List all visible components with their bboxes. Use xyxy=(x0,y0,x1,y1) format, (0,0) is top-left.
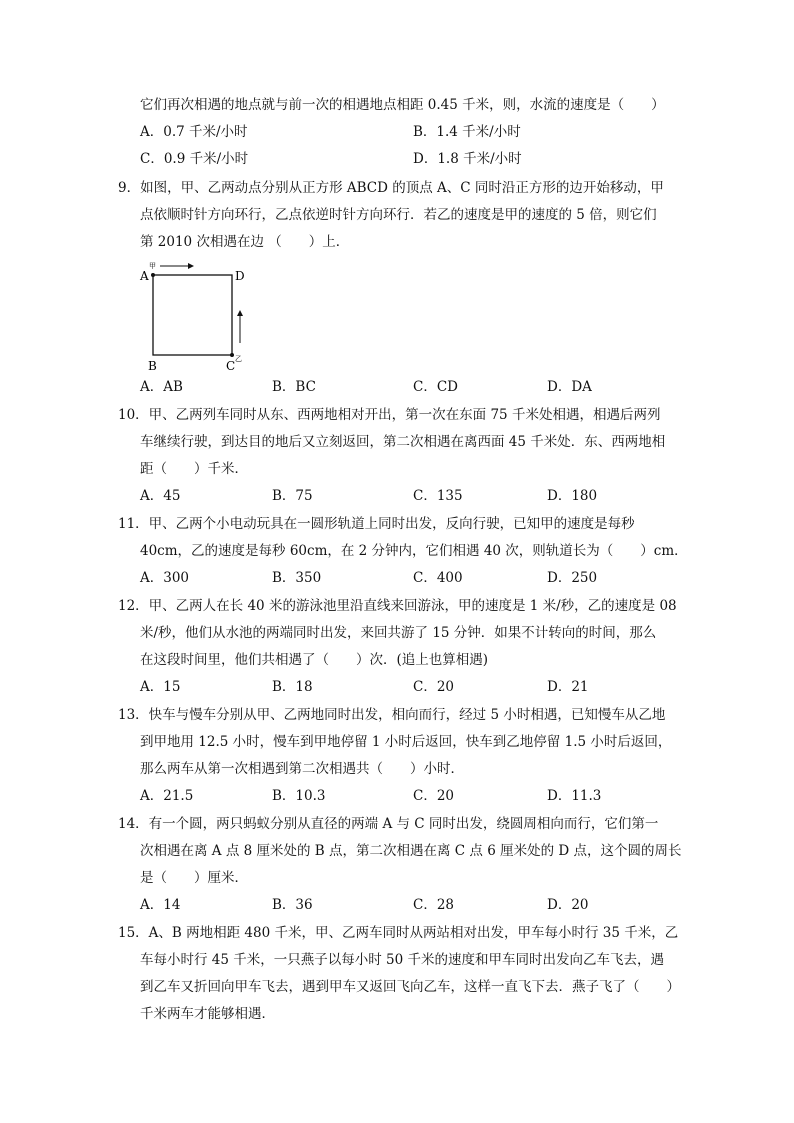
question-10-option-a: A．45 xyxy=(140,488,181,504)
question-10-option-b: B．75 xyxy=(272,488,313,504)
question-9-line-2: 点依顺时针方向环行，乙点依逆时针方向环行．若乙的速度是甲的速度的 5 倍，则它们 xyxy=(140,207,657,223)
question-14-option-c: C．28 xyxy=(413,897,455,913)
question-10-line-2: 车继续行驶，到达目的地后又立刻返回，第二次相遇在离西面 45 千米处．东、西两地相 xyxy=(140,434,666,450)
question-11-line-2: 40cm，乙的速度是每秒 60cm，在 2 分钟内，它们相遇 40 次，则轨道长为（ ）cm． xyxy=(140,543,688,559)
question-14-option-a: A．14 xyxy=(140,897,181,913)
question-11-option-c: C．400 xyxy=(413,570,463,586)
question-8-option-d: D．1.8 千米/小时 xyxy=(413,151,522,167)
question-11-line-1: 11．甲、乙两个小电动玩具在一圆形轨道上同时出发，反向行驶，已知甲的速度是每秒 xyxy=(118,516,635,532)
question-13-line-1: 13．快车与慢车分别从甲、乙两地同时出发，相向而行，经过 5 小时相遇，已知慢车从乙地 xyxy=(118,707,666,723)
question-12-line-2: 米/秒，他们从水池的两端同时出发，来回共游了 15 分钟．如果不计转向的时间，那么 xyxy=(140,625,657,641)
question-15-line-1: 15．A、B 两地相距 480 千米，甲、乙两车同时从两站相对出发，甲车每小时行 35 千米，乙 xyxy=(118,925,679,941)
square-abcd-figure xyxy=(140,256,260,374)
vertex-a-label: A xyxy=(140,269,149,283)
question-9-option-a: A．AB xyxy=(140,379,183,395)
question-12-option-b: B．18 xyxy=(272,679,313,695)
question-15-line-2: 车每小时行 45 千米，一只燕子以每小时 50 千米的速度和甲车同时出发向乙车飞去，遇 xyxy=(140,952,665,968)
question-8-option-c: C．0.9 千米/小时 xyxy=(140,151,249,167)
question-10-option-c: C．135 xyxy=(413,488,463,504)
question-8-option-b: B．1.4 千米/小时 xyxy=(413,124,521,140)
square-abcd xyxy=(153,275,232,355)
question-13-line-2: 到甲地用 12.5 小时，慢车到甲地停留 1 小时后返回，快车到乙地停留 1.5 小时后返回， xyxy=(140,734,672,750)
question-10-line-1: 10．甲、乙两列车同时从东、西两地相对开出，第一次在东面 75 千米处相遇，相遇后两列 xyxy=(118,407,661,423)
vertex-a-point xyxy=(151,273,155,277)
question-9-option-d: D．DA xyxy=(547,379,592,395)
question-9-option-b: B．BC xyxy=(272,379,316,395)
question-9-option-c: C．CD xyxy=(413,379,458,395)
vertex-c-point xyxy=(230,353,234,357)
question-13-option-c: C．20 xyxy=(413,788,455,804)
question-12-option-c: C．20 xyxy=(413,679,455,695)
question-15-line-3: 到乙车又折回向甲车飞去，遇到甲车又返回飞向乙车，这样一直飞下去．燕子飞了（ ） xyxy=(140,979,680,995)
question-14-line-3: 是（ ）厘米． xyxy=(140,870,248,886)
question-14-option-d: D．20 xyxy=(547,897,589,913)
vertex-d-label: D xyxy=(235,269,245,283)
question-9-line-1: 9．如图，甲、乙两动点分别从正方形 ABCD 的顶点 A、C 同时沿正方形的边开始移动，甲 xyxy=(118,180,664,196)
question-11-option-a: A．300 xyxy=(140,570,190,586)
question-9-line-3: 第 2010 次相遇在边 （ ）上． xyxy=(140,234,350,250)
jia-label: 甲 xyxy=(149,262,156,270)
vertex-c-label: C xyxy=(226,359,236,373)
jia-arrowhead xyxy=(188,263,194,269)
question-13-option-a: A．21.5 xyxy=(140,788,194,804)
question-8-option-a: A．0.7 千米/小时 xyxy=(140,124,248,140)
vertex-b-label: B xyxy=(148,359,157,373)
question-12-line-3: 在这段时间里，他们共相遇了（ ）次．(追上也算相遇) xyxy=(140,652,489,668)
question-13-option-d: D．11.3 xyxy=(547,788,602,804)
question-10-line-3: 距（ ）千米． xyxy=(140,461,248,477)
question-13-option-b: B．10.3 xyxy=(272,788,326,804)
question-15-line-4: 千米两车才能够相遇． xyxy=(140,1006,275,1022)
question-8-text-tail: 它们再次相遇的地点就与前一次的相遇地点相距 0.45 千米，则，水流的速度是（ ） xyxy=(140,97,665,113)
question-14-line-1: 14．有一个圆，两只蚂蚁分别从直径的两端 A 与 C 同时出发，绕圆周相向而行，它们第一 xyxy=(118,816,659,832)
yi-arrowhead xyxy=(237,310,243,316)
question-13-line-3: 那么两车从第一次相遇到第二次相遇共（ ）小时． xyxy=(140,761,464,777)
question-14-option-b: B．36 xyxy=(272,897,313,913)
question-12-option-a: A．15 xyxy=(140,679,181,695)
yi-label: 乙 xyxy=(235,355,242,363)
question-11-option-d: D．250 xyxy=(547,570,598,586)
question-12-line-1: 12．甲、乙两人在长 40 米的游泳池里沿直线来回游泳，甲的速度是 1 米/秒，乙的速度是 08 xyxy=(118,598,677,614)
question-11-option-b: B．350 xyxy=(272,570,322,586)
question-12-option-d: D．21 xyxy=(547,679,589,695)
question-14-line-2: 次相遇在离 A 点 8 厘米处的 B 点，第二次相遇在离 C 点 6 厘米处的 D 点，这个圆的周长 xyxy=(140,843,682,859)
question-10-option-d: D．180 xyxy=(547,488,598,504)
